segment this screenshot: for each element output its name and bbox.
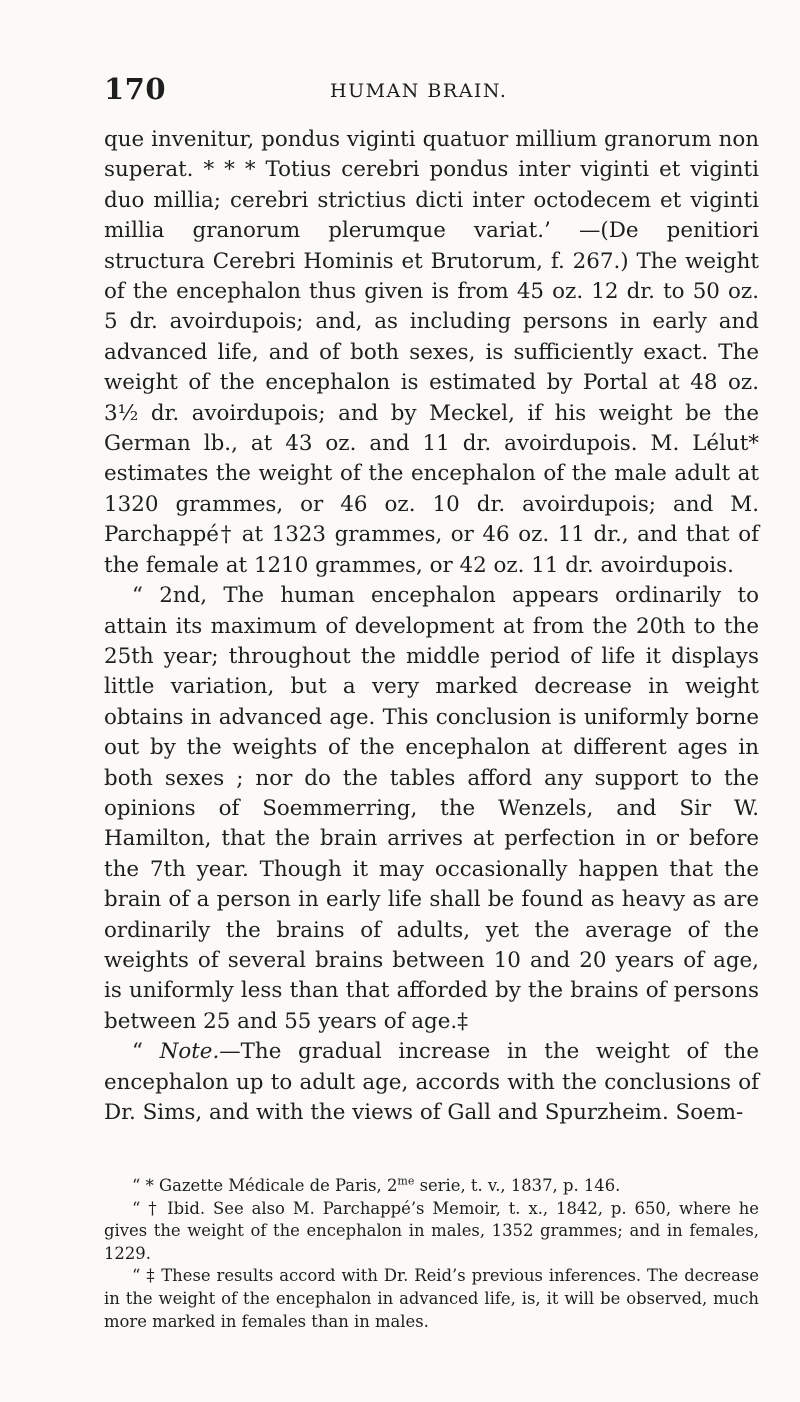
- paragraph-1: que invenitur, pondus viginti quatuor millium granorum non superat. * * * Totius cerebri pondus inter viginti et viginti duo millia; cerebri strictius dicti inter octodecem et viginti millia granorum plerumque variat.’ —(De penitiori structura Cerebri Hominis et Brutorum, f. 267.) The weight of the encephalon thus given is from 45 oz. 12 dr. to 50 oz. 5 dr. avoirdupois; and, as including persons in early and advanced life, and of both sexes, is sufficiently exact. The weight of the encephalon is estimated by Portal at 48 oz. 3½ dr. avoirdupois; and by Meckel, if his weight be the German lb., at 43 oz. and 11 dr. avoirdupois. M. Lélut* estimates the weight of the encephalon of the male adult at 1320 grammes, or 46 oz. 10 dr. avoirdupois; and M. Parchappé† at 1323 grammes, or 46 oz. 11 dr., and that of the female at 1210 grammes, or 42 oz. 11 dr. avoirdupois.: [104, 127, 759, 578]
- page-number: 170: [104, 72, 167, 106]
- body-text: [104, 125, 759, 1128]
- page-header: [0, 72, 800, 112]
- footnote-2: “ † Ibid. See also M. Parchappé’s Memoir, t. x., 1842, p. 650, where he gives the weight of the encephalon in males, 1352 grammes; and in females, 1229.: [104, 1198, 759, 1263]
- footnotes: [104, 1175, 759, 1333]
- footnote-3: “ ‡ These results accord with Dr. Reid’s previous inferences. The decrease in the weight of the encephalon in advanced life, is, it will be observed, much more marked in females than in males.: [104, 1266, 759, 1331]
- footnote-1: “ * Gazette Médicale de Paris, $2^{me}$ serie, t. v., 1837, p. 146.: [132, 1174, 621, 1195]
- paragraph-2: “ 2nd, The human encephalon appears ordinarily to attain its maximum of development at from the 20th to the 25th year; throughout the middle period of life it displays little variation, but a very marked decrease in weight obtains in advanced age. This conclusion is uniformly borne out by the weights of the encephalon at different ages in both sexes ; nor do the tables afford any support to the opinions of Soemmerring, the Wenzels, and Sir W. Hamilton, that the brain arrives at perfection in or before the 7th year. Though it may occasionally happen that the brain of a person in early life shall be found as heavy as are ordinarily the brains of adults, yet the average of the weights of several brains between 10 and 20 years of age, is uniformly less than that afforded by the brains of persons between 25 and 55 years of age.‡: [104, 583, 759, 1034]
- paragraph-note: “ Note.—The gradual increase in the weight of the encephalon up to adult age, accords with the conclusions of Dr. Sims, and with the views of Gall and Spurzheim. Soem-: [104, 1039, 759, 1125]
- note-label: Note.: [159, 1039, 220, 1065]
- note-text: —The gradual increase in the weight of the encephalon up to adult age, accords with the conclusions of Dr. Sims, and with the views of Gall and Spurzheim. Soem-: [104, 1039, 759, 1125]
- running-head: HUMAN BRAIN.: [330, 80, 508, 102]
